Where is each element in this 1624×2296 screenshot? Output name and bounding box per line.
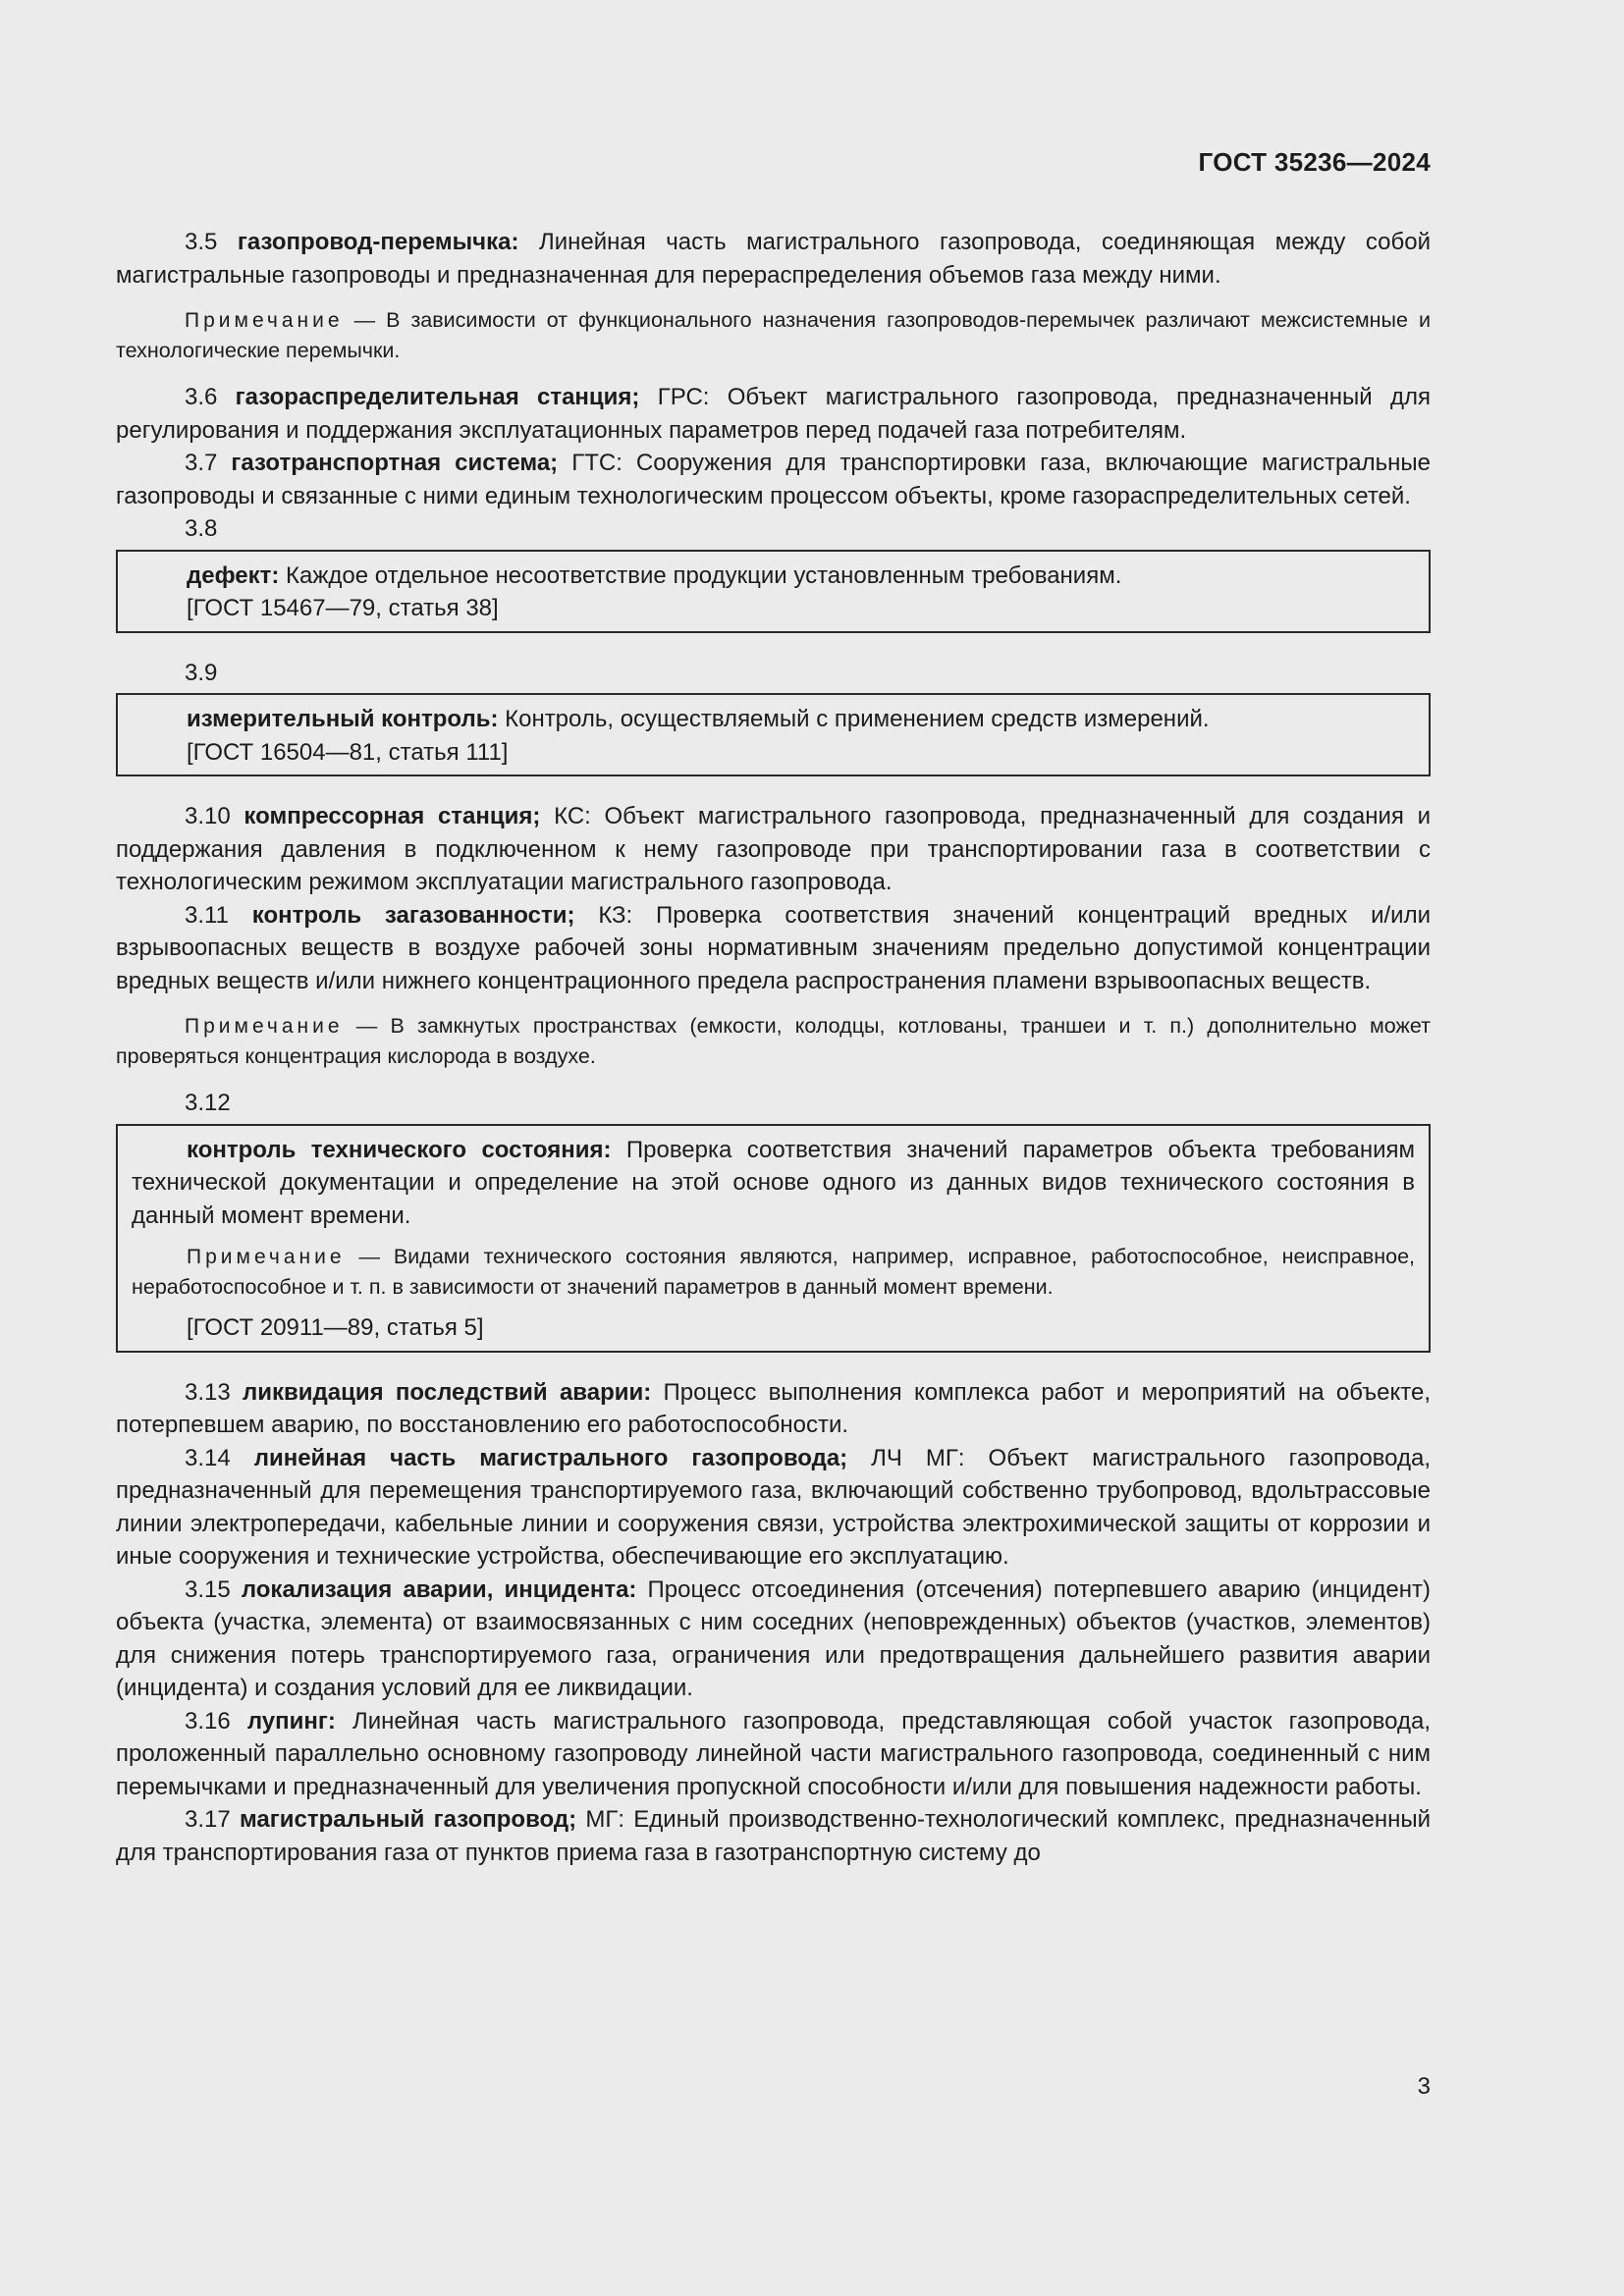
term-definition: Проверка соответствия значений параметров объекта требованиям технической документации и определение на этой основе одного из данных видов технического состояния в данный момент времени.: [132, 1136, 1415, 1229]
term-definition: ГРС: Объект магистрального газопровода, предназначенный для регулирования и поддержания эксплуатационных параметров перед подачей газа потребителям.: [116, 384, 1432, 444]
term-entry-3-14: [116, 1442, 1431, 1574]
term-note-3-12: [132, 1242, 1415, 1302]
term-number-3-12: 3.12: [185, 1090, 231, 1116]
term-number: 3.5: [185, 229, 218, 255]
term-name: лупинг:: [246, 1707, 336, 1735]
term-definition: МГ: Единый производственно-технологический комплекс, предназначенный для транспортирования газа от пунктов приема газа в газотранспортную систему до: [116, 1806, 1432, 1866]
note-text: — В замкнутых пространствах (емкости, колодцы, котлованы, траншеи и т. п.) дополнительно может проверяться концентрация кислорода в воздухе.: [116, 1014, 1431, 1068]
term-number: 3.14: [185, 1444, 231, 1471]
term-definition: ГТС: Сооружения для транспортировки газа, включающие магистральные газопроводы и связанные с ними единым технологическим процессом объекты, кроме газораспределительных сетей.: [116, 450, 1432, 509]
term-definition: КС: Объект магистрального газопровода, предназначенный для создания и поддержания давления в подключенном к нему газопроводе при транспортировании газа в соответствии с технологическим режимом эксплуатации магистрального газопровода.: [116, 803, 1431, 895]
term-entry-3-10: [116, 800, 1431, 899]
term-definition: Процесс отсоединения (отсечения) потерпевшего аварию (инцидент) объекта (участка, элемента) от взаимосвязанных с ним соседних (неповрежденных) объектов (участков, элементов) для снижения потерь транспортируемого газа, ограничения или предотвращения дальнейшего развития аварии (инцидента) и создания условий для ее ликвидации.: [116, 1575, 1432, 1701]
term-entry-3-5: [116, 226, 1431, 292]
term-entry-3-11: [116, 899, 1431, 998]
note-text: — В зависимости от функционального назначения газопроводов-перемычек различают межсистемные и технологические перемычки.: [116, 308, 1431, 362]
document-body: [116, 226, 1431, 1869]
term-name: ликвидация последствий аварии:: [243, 1378, 652, 1406]
spacer: [116, 633, 1431, 657]
term-number: 3.11: [185, 901, 229, 929]
term-box-3-12: [116, 1124, 1431, 1353]
term-source: [ГОСТ 15467—79, статья 38]: [187, 595, 499, 621]
term-box-3-9: [116, 693, 1431, 776]
term-number: 3.16: [185, 1707, 231, 1735]
term-definition: Контроль, осуществляемый с применением средств измерений.: [505, 706, 1210, 732]
standard-header: ГОСТ 35236—2024: [1198, 147, 1431, 177]
term-note-3-5: [116, 305, 1431, 365]
spacer: [116, 1353, 1431, 1376]
term-source: [ГОСТ 20911—89, статья 5]: [187, 1314, 484, 1341]
term-definition: ЛЧ МГ: Объект магистрального газопровода, предназначенный для перемещения транспортируемого газа, включающий собственно трубопровод, вдольтрассовые линии электропередачи, кабельные линии и сооружения связи, устройства электрохимической защиты от коррозии и иные сооружения и технические устройства, обеспечивающие его эксплуатацию.: [116, 1444, 1432, 1570]
term-definition: Линейная часть магистрального газопровода, соединяющая между собой магистральные газопроводы и предназначенная для перераспределения объемов газа между ними.: [116, 229, 1431, 289]
term-entry-3-9: [132, 703, 1415, 736]
spacer: [116, 776, 1431, 800]
term-name: локализация аварии, инцидента:: [241, 1575, 637, 1603]
term-box-3-8: [116, 550, 1431, 633]
term-name: измерительный контроль:: [187, 706, 499, 732]
term-definition: КЗ: Проверка соответствия значений концентраций вредных и/или взрывоопасных веществ в воздухе рабочей зоны нормативным значениям предельно допустимой концентрации вредных веществ и/или нижнего концентрационного предела распространения пламени взрывоопасных веществ.: [116, 901, 1431, 994]
term-source: [ГОСТ 16504—81, статья 111]: [187, 738, 509, 766]
note-label: Примечание: [185, 1015, 344, 1038]
note-label: Примечание: [187, 1246, 346, 1268]
term-name: дефект:: [187, 561, 280, 589]
term-entry-3-12: [132, 1134, 1415, 1233]
term-name: линейная часть магистрального газопровода;: [253, 1444, 848, 1471]
term-number: 3.6: [185, 384, 218, 410]
note-text: — Видами технического состояния являются, например, исправное, работоспособное, неисправное, неработоспособное и т. п. в зависимости от значений параметров в данный момент времени.: [132, 1245, 1415, 1299]
term-entry-3-6: [116, 381, 1431, 447]
term-name: контроль технического состояния:: [187, 1136, 612, 1163]
term-number: 3.10: [185, 803, 231, 829]
term-name: газораспределительная станция;: [235, 384, 640, 410]
term-number: 3.15: [185, 1575, 231, 1603]
term-number: 3.17: [185, 1806, 231, 1833]
term-entry-3-17: [116, 1803, 1431, 1869]
term-number-3-9: 3.9: [185, 659, 218, 686]
term-name: контроль загазованности;: [251, 901, 575, 929]
page-number: 3: [1417, 2073, 1431, 2100]
term-note-3-11: [116, 1011, 1431, 1071]
term-number: 3.7: [185, 450, 218, 476]
term-definition: Процесс выполнения комплекса работ и мероприятий на объекте, потерпевшем аварию, по восстановлению его работоспособности.: [116, 1378, 1431, 1438]
term-name: газотранспортная система;: [231, 450, 559, 476]
term-number-3-8: 3.8: [185, 515, 218, 542]
term-entry-3-8: [132, 560, 1415, 593]
term-entry-3-13: [116, 1376, 1431, 1442]
note-label: Примечание: [185, 309, 344, 332]
term-name: компрессорная станция;: [244, 803, 541, 829]
term-name: газопровод-перемычка:: [237, 229, 519, 255]
term-entry-3-15: [116, 1574, 1431, 1705]
term-name: магистральный газопровод;: [239, 1806, 577, 1833]
term-definition: Линейная часть магистрального газопровода, представляющая собой участок газопровода, проложенный параллельно основному газопроводу линейной части магистрального газопровода, соединенный с ним перемычками и предназначенный для увеличения пропускной способности и/или для повышения надежности работы.: [116, 1707, 1432, 1800]
term-entry-3-7: [116, 447, 1431, 512]
term-number: 3.13: [185, 1378, 231, 1406]
term-definition: Каждое отдельное несоответствие продукции установленным требованиям.: [286, 561, 1122, 589]
term-entry-3-16: [116, 1705, 1431, 1804]
